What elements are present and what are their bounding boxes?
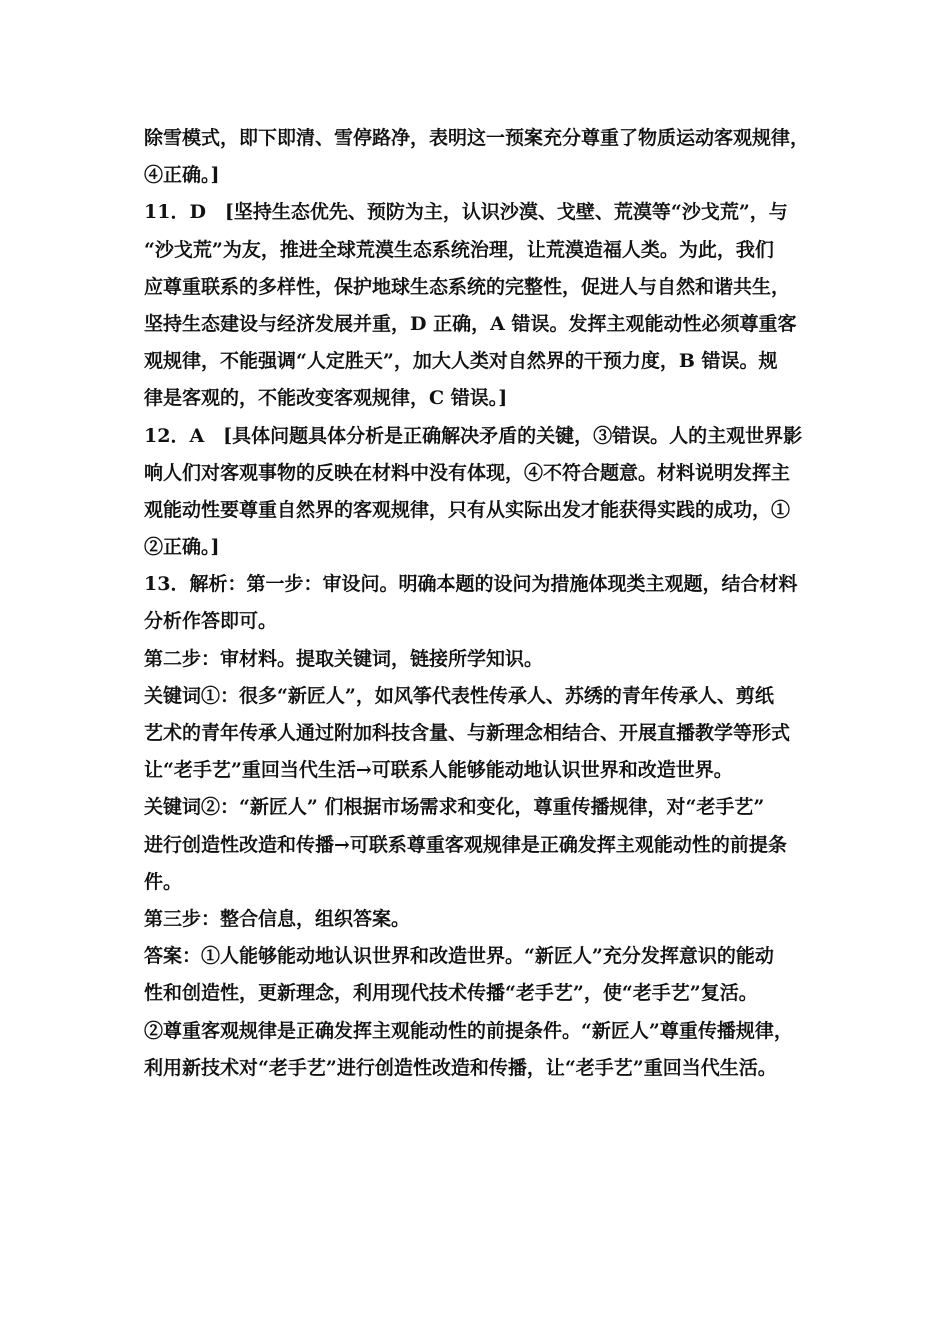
text-line: 12．A [具体问题具体分析是正确解决矛盾的关键，③错误。人的主观世界影: [144, 424, 803, 447]
text-line: 进行创造性改造和传播→可联系尊重客观规律是正确发挥主观能动性的前提条: [144, 833, 787, 856]
text-line: 件。: [144, 870, 183, 893]
paragraph-keyword-1: [144, 678, 820, 790]
text-line: ②正确。]: [144, 536, 220, 559]
paragraph-q12: [144, 418, 820, 567]
text-line: 13．解析：第一步：审设问。明确本题的设问为措施体现类主观题，结合材料: [144, 573, 798, 596]
text-line: 观能动性要尊重自然界的客观规律，只有从实际出发才能获得实践的成功，①: [144, 498, 791, 521]
paragraph-step-2: [144, 641, 820, 678]
text-line: ②尊重客观规律是正确发挥主观能动性的前提条件。“新匠人”尊重传播规律，: [144, 1019, 793, 1042]
text-line: 除雪模式，即下即清、雪停路净，表明这一预案充分尊重了物质运动客观规律，: [144, 127, 810, 149]
text-line: 利用新技术对“老手艺”进行创造性改造和传播，让“老手艺”重回当代生活。: [144, 1056, 777, 1079]
text-line: 分析作答即可。: [144, 610, 278, 633]
text-line: 观规律，不能强调“人定胜天”，加大人类对自然界的干预力度，B 错误。规: [144, 350, 778, 373]
text-line: “沙戈荒”为友，推进全球荒漠生态系统治理，让荒漠造福人类。为此，我们: [144, 238, 774, 261]
paragraph-q11: [144, 194, 820, 417]
text-line: 响人们对客观事物的反映在材料中没有体现，④不符合题意。材料说明发挥主: [144, 461, 791, 484]
text-line: 艺术的青年传承人通过附加科技含量、与新理念相结合、开展直播教学等形式: [144, 722, 791, 744]
paragraph-answer: [144, 938, 820, 1087]
text-line: 坚持生态建设与经济发展并重，D 正确，A 错误。发挥主观能动性必须尊重客: [144, 312, 797, 335]
text-line: 关键词①：很多“新匠人”，如风筝代表性传承人、苏绣的青年传承人、剪纸: [144, 684, 774, 707]
text-line: 11．D [坚持生态优先、预防为主，认识沙漠、戈壁、荒漠等“沙戈荒”，与: [144, 201, 788, 224]
text-line: 关键词②：“新匠人” 们根据市场需求和变化，尊重传播规律，对“老手艺”: [144, 796, 765, 819]
text-line: 第三步：整合信息，组织答案。: [144, 907, 411, 930]
text-line: ④正确。]: [144, 164, 220, 187]
text-line: 性和创造性，更新理念，利用现代技术传播“老手艺”，使“老手艺”复活。: [144, 982, 758, 1005]
text-line: 第二步：审材料。提取关键词，链接所学知识。: [144, 647, 544, 670]
paragraph-q13: [144, 566, 820, 640]
paragraph-step-3: [144, 901, 820, 938]
text-line: 应尊重联系的多样性，保护地球生态系统的完整性，促进人与自然和谐共生，: [144, 275, 791, 298]
paragraph-q10-continuation: [144, 120, 820, 194]
text-line: 律是客观的，不能改变客观规律，C 错误。]: [144, 387, 508, 410]
text-line: 让“老手艺”重回当代生活→可联系人能够能动地认识世界和改造世界。: [144, 759, 733, 782]
text-line: 答案：①人能够能动地认识世界和改造世界。“新匠人”充分发挥意识的能动: [144, 945, 774, 968]
document-body: [144, 120, 820, 1087]
paragraph-keyword-2: [144, 789, 820, 901]
